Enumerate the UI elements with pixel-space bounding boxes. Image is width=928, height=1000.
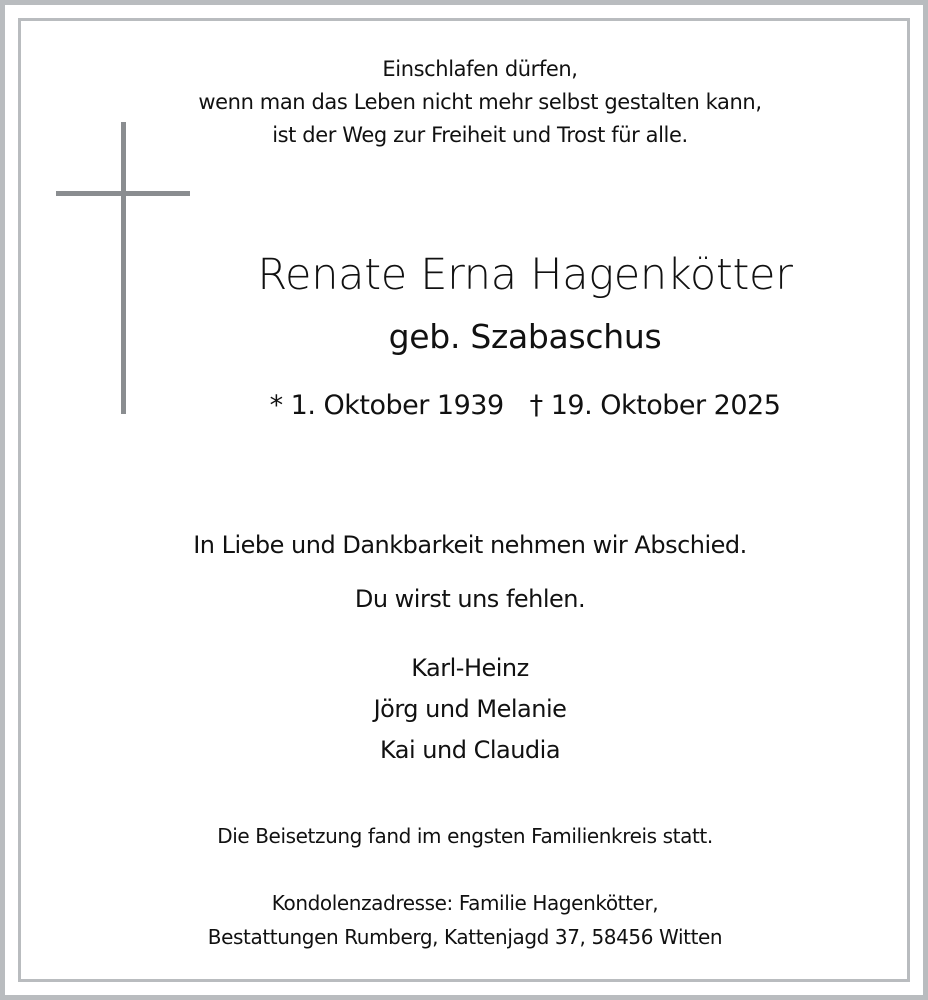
birth-date: * 1. Oktober 1939	[269, 390, 504, 421]
life-dates	[180, 386, 870, 426]
mourners-list	[120, 648, 820, 771]
poem-line: wenn man das Leben nicht mehr selbst gestalten kann,	[198, 90, 762, 114]
death-date: † 19. Oktober 2025	[529, 390, 781, 421]
condolence-line-1: Kondolenzadresse: Familie Hagenkötter,	[271, 891, 659, 915]
mourner: Jörg und Melanie	[373, 695, 567, 723]
poem-line: Einschlafen dürfen,	[382, 57, 578, 81]
burial-note: Die Beisetzung fand im engsten Familienkreis statt.	[217, 824, 713, 848]
cross-vertical-bar	[121, 122, 126, 414]
maiden-name: geb. Szabaschus	[388, 317, 662, 356]
miss-you-text: Du wirst uns fehlen.	[354, 585, 586, 613]
farewell-text: In Liebe und Dankbarkeit nehmen wir Abschied.	[193, 531, 747, 559]
poem-line: ist der Weg zur Freiheit und Trost für alle.	[272, 123, 688, 147]
cross-horizontal-bar	[56, 191, 190, 196]
condolence-address	[150, 886, 780, 954]
mourner: Karl-Heinz	[411, 654, 529, 682]
poem	[140, 53, 820, 152]
condolence-line-2: Bestattungen Rumberg, Kattenjagd 37, 58456 Witten	[207, 925, 723, 949]
mourner: Kai und Claudia	[379, 736, 561, 764]
deceased-name: Renate Erna Hagenkötter	[257, 250, 793, 300]
